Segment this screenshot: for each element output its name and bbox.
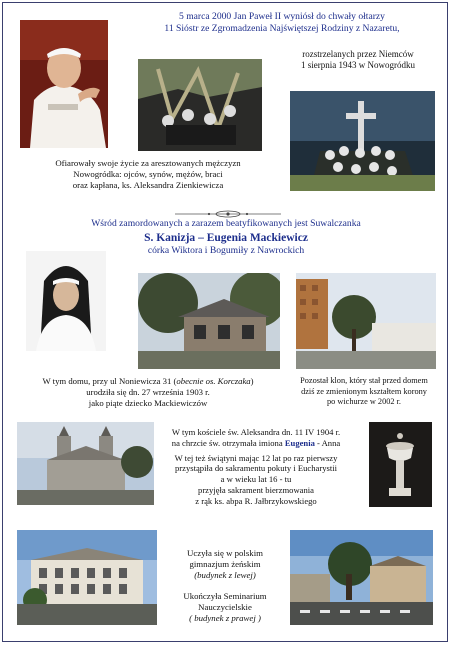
church-line-2 — [156, 438, 356, 449]
beatified-name-dash: – — [195, 231, 207, 244]
school-block — [163, 548, 287, 624]
ornament-divider — [173, 205, 283, 213]
header-block — [123, 11, 441, 35]
seminary-photo — [290, 530, 433, 625]
offered-block — [33, 158, 263, 191]
maple-line-1: Pozostał klon, który stał przed domem — [300, 376, 428, 385]
church-line-7: z rąk ks. abpa R. Jałbrzykowskiego — [195, 495, 317, 506]
church-line-1: W tym kościele św. Aleksandra dn. 11 IV 1904 r. — [171, 427, 341, 437]
maple-line-2: dziś ze zmienionym kształtem korony — [301, 386, 427, 396]
beatified-name — [23, 231, 429, 245]
church-line-6: przyjęła sakrament bierzmowania — [198, 484, 314, 495]
beatified-line-3: córka Wiktora i Bogumiły z Nawrockich — [147, 244, 305, 256]
house-photo — [138, 273, 280, 369]
baptismal-font-photo — [369, 422, 432, 507]
memorial-page — [2, 2, 448, 642]
memorial-cross-photo — [290, 91, 435, 191]
header-line-2: 11 Sióstr ze Zgromadzenia Najświętszej Rodziny z Nazaretu, — [164, 23, 400, 34]
church-block — [156, 427, 356, 507]
house-line-1 — [17, 376, 279, 387]
header-line-4: 1 sierpnia 1943 w Nowogródku — [301, 60, 415, 70]
church-photo — [17, 422, 154, 505]
header-line-3: rozstrzelanych przez Niemców — [302, 49, 414, 59]
gymnasium-photo — [17, 530, 157, 625]
school-line-2: gimnazjum żeńskim — [189, 559, 261, 569]
church-line-2c: - Anna — [314, 437, 341, 448]
header-line-1: 5 marca 2000 Jan Paweł II wyniósł do chwały ołtarzy — [179, 11, 385, 22]
church-line-3: W tej też świątyni mając 12 lat po raz pierwszy — [174, 452, 338, 463]
beatified-name-main: Eugenia Mackiewicz — [206, 231, 308, 244]
church-line-4: przystąpiła do sakramentu pokuty i Eucharystii — [174, 463, 338, 474]
house-line-1b: obecnie os. Korczaka — [176, 376, 251, 386]
house-line-1c: ) — [250, 376, 254, 386]
offered-line-2: Nowogródka: ojców, synów, mężów, braci — [73, 169, 223, 179]
maple-tree-photo — [296, 273, 436, 369]
nun-portrait-photo — [26, 251, 106, 351]
school-line-1: Uczyła się w polskim — [187, 548, 263, 558]
ornament-icon — [173, 210, 283, 218]
school-spacer — [163, 581, 287, 591]
school-line-3: (budynek z lewej) — [194, 570, 256, 580]
house-block — [17, 376, 279, 409]
school-line-5: Nauczycielskie — [198, 602, 252, 612]
church-line-5: a w wieku lat 16 - tu — [220, 474, 292, 485]
house-line-2: urodziła się dn. 27 września 1903 r. — [86, 387, 210, 397]
house-line-3: jako piąte dziecko Mackiewiczów — [88, 398, 208, 408]
school-line-6: ( budynek z prawej ) — [189, 613, 261, 623]
beatified-name-prefix: S. Kanizja — [144, 231, 196, 244]
church-line-2b: Eugenia — [284, 437, 315, 448]
maple-line-3: po wichurze w 2002 r. — [327, 397, 401, 407]
header-execution — [277, 49, 439, 71]
school-line-4: Ukończyła Seminarium — [183, 591, 267, 601]
beatified-line-1: Wśród zamordowanych a zarazem beatyfikowanych jest Suwalczanka — [91, 218, 361, 229]
house-line-1a: W tym domu, przy ul Noniewicza 31 ( — [42, 376, 177, 386]
pope-photo — [20, 20, 108, 148]
maple-block — [281, 376, 447, 408]
offered-line-1: Ofiarowały swoje życie za aresztowanych mężczyzn — [55, 158, 241, 168]
offered-line-3: oraz kapłana, ks. Aleksandra Zienkiewicza — [72, 180, 224, 190]
nuns-painting-photo — [138, 59, 262, 151]
church-line-2a: na chrzcie św. otrzymała imiona — [171, 437, 285, 448]
